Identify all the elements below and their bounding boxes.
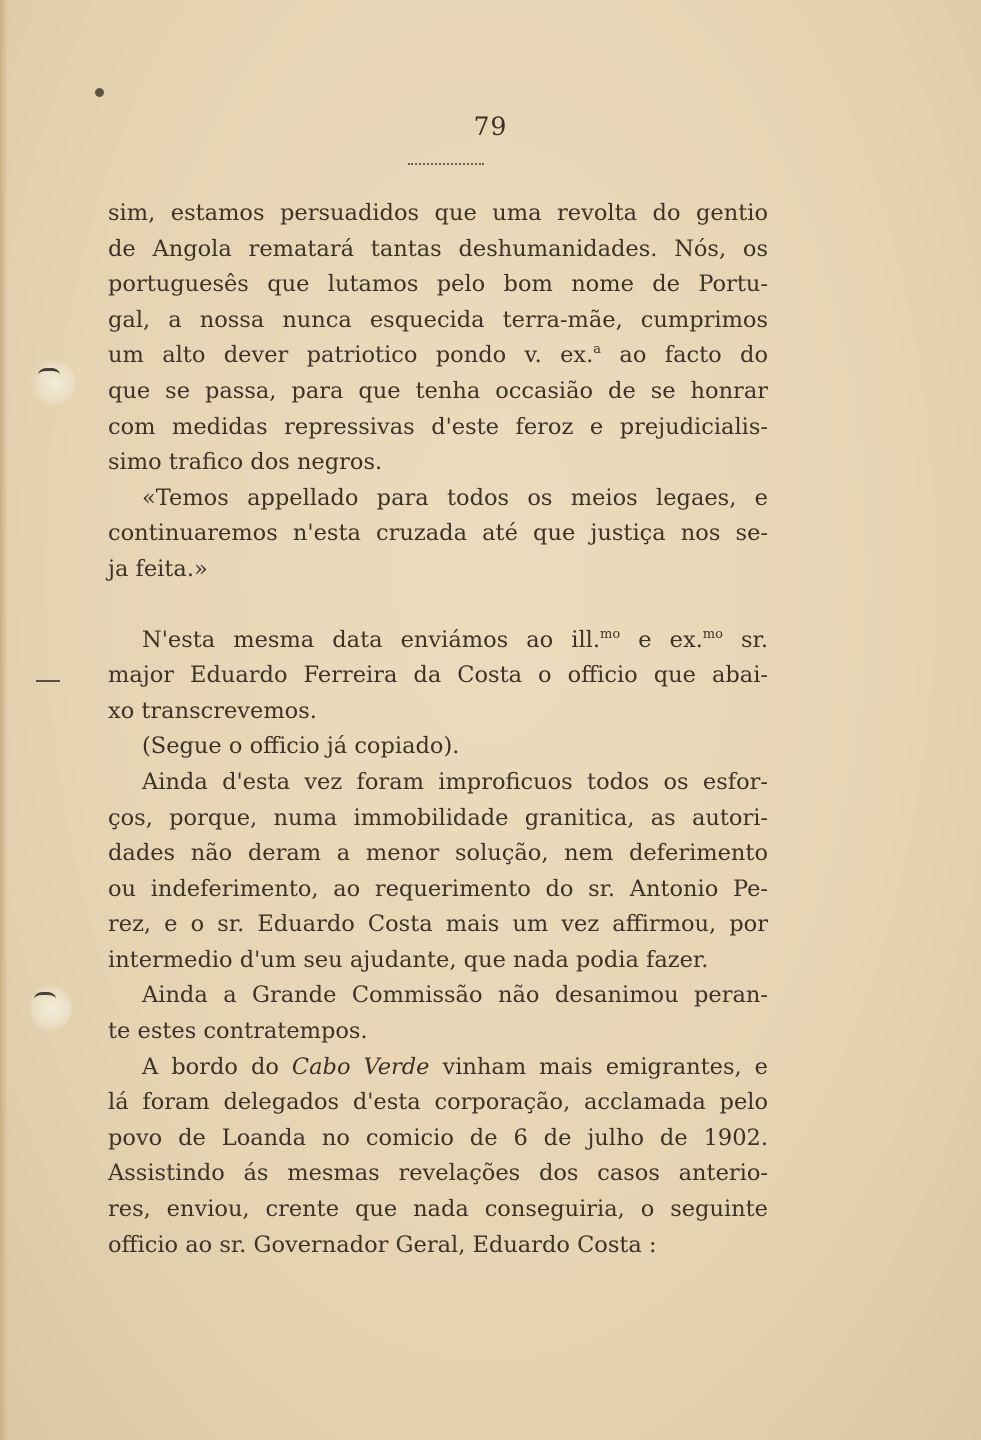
superscript: mo	[702, 626, 723, 642]
text-fragment: A bordo do	[142, 1053, 292, 1080]
text-line: portuguesês que lutamos pelo bom nome de Portu-	[108, 271, 768, 298]
text-line: te estes contratempos.	[108, 1018, 368, 1045]
text-line: officio ao sr. Governador Geral, Eduardo Costa :	[108, 1231, 657, 1258]
text-line: ços, porque, numa immobilidade granitica, as autori-	[108, 804, 768, 831]
text-line: Ainda d'esta vez foram improficuos todos os esfor-	[142, 768, 768, 795]
paragraph-7	[108, 1050, 768, 1264]
paragraph-gap	[108, 588, 768, 623]
text-fragment: ao facto do	[601, 342, 768, 369]
text-line: dades não deram a menor solução, nem deferimento	[108, 840, 768, 867]
text-line: que se passa, para que tenha occasião de se honrar	[108, 377, 768, 404]
superscript: a	[593, 342, 602, 358]
text-line: sim, estamos persuadidos que uma revolta do gentio	[108, 200, 768, 226]
paragraph-2	[108, 481, 768, 588]
margin-mark	[36, 680, 60, 682]
text-line: xo transcrevemos.	[108, 697, 317, 724]
paragraph-5	[108, 765, 768, 979]
header-rule	[408, 163, 484, 165]
paragraph-1	[108, 196, 768, 481]
text-line: povo de Loanda no comicio de 6 de julho de 1902.	[108, 1124, 768, 1151]
text-line	[108, 1050, 768, 1086]
text-fragment: e ex.	[620, 626, 703, 653]
page-number: 79	[473, 112, 508, 141]
text-line	[108, 338, 768, 374]
text-fragment: um alto dever patriotico pondo v. ex.	[108, 342, 594, 369]
paragraph-3	[108, 623, 768, 730]
superscript: mo	[600, 626, 621, 642]
text-line	[108, 623, 768, 659]
text-line: (Segue o officio já copiado).	[142, 733, 460, 760]
text-line: continuaremos n'esta cruzada até que justiça nos se-	[108, 520, 768, 547]
text-line: de Angola rematará tantas deshumanidades. Nós, os	[108, 235, 768, 262]
text-line: Assistindo ás mesmas revelações dos casos anterio-	[108, 1160, 768, 1187]
text-line: res, enviou, crente que nada conseguiria, o seguinte	[108, 1196, 768, 1223]
paragraph-6	[108, 978, 768, 1049]
text-line: rez, e o sr. Eduardo Costa mais um vez affirmou, por	[108, 911, 768, 938]
text-line: «Temos appellado para todos os meios legaes, e	[142, 484, 768, 511]
text-line: gal, a nossa nunca esquecida terra-mãe, cumprimos	[108, 306, 768, 333]
text-fragment: N'esta mesma data enviámos ao ill.	[142, 626, 601, 653]
binding-hole-mark-top	[38, 368, 60, 385]
ink-spot	[95, 88, 104, 97]
ship-name: Cabo Verde	[291, 1053, 430, 1080]
text-line: ja feita.»	[108, 555, 208, 582]
text-line: lá foram delegados d'esta corporação, acclamada pelo	[108, 1089, 768, 1116]
body-text	[108, 196, 768, 1263]
paragraph-4	[108, 729, 768, 765]
text-fragment: vinham mais emigrantes, e	[429, 1053, 768, 1080]
text-fragment: sr.	[722, 626, 768, 653]
text-line: com medidas repressivas d'este feroz e prejudicialis-	[108, 413, 768, 440]
text-line: ou indeferimento, ao requerimento do sr. Antonio Pe-	[108, 875, 768, 902]
text-line: simo trafico dos negros.	[108, 449, 383, 476]
text-line: intermedio d'um seu ajudante, que nada podia fazer.	[108, 946, 709, 973]
text-line: major Eduardo Ferreira da Costa o officio que abai-	[108, 662, 768, 689]
binding-hole-mark-bottom	[34, 992, 56, 1009]
text-line: Ainda a Grande Commissão não desanimou peran-	[142, 982, 768, 1009]
page-binding-edge	[0, 0, 8, 1440]
